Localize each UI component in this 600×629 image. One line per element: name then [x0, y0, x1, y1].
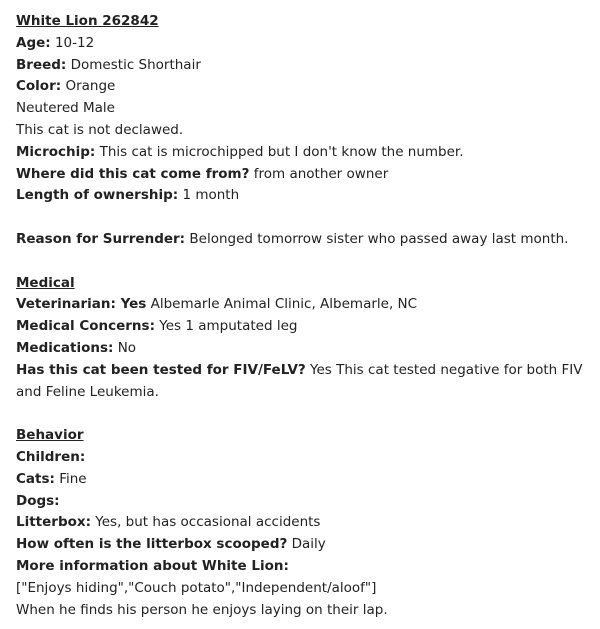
cats-value: Fine [59, 470, 87, 487]
veterinarian-row [16, 294, 584, 316]
litterbox-scooped-row [16, 534, 584, 556]
breed-value: Domestic Shorthair [70, 56, 201, 73]
behavior-heading: Behavior [16, 427, 84, 444]
declawed-text: This cat is not declawed. [16, 121, 184, 138]
spacer [16, 251, 584, 273]
surrender-label: Reason for Surrender: [16, 230, 186, 247]
litterbox-label: Litterbox: [16, 514, 91, 531]
ownership-row [16, 185, 584, 207]
ownership-label: Length of ownership: [16, 187, 179, 204]
litterbox-scooped-label: How often is the litterbox scooped? [16, 536, 288, 553]
cats-row [16, 469, 584, 491]
more-info-label: More information about White Lion: [16, 557, 289, 574]
color-value: Orange [65, 78, 116, 95]
children-row [16, 447, 584, 469]
cats-label: Cats: [16, 470, 55, 487]
origin-value: from another owner [253, 165, 389, 182]
litterbox-value: Yes, but has occasional accidents [95, 514, 321, 531]
color-row [16, 76, 584, 98]
description-text: When he finds his person he enjoys laying on their lap. [16, 601, 388, 618]
medical-heading: Medical [16, 274, 75, 291]
age-row [16, 33, 584, 55]
fiv-test-value: Yes This cat tested negative for both FIV and Feline Leukemia. [16, 361, 583, 400]
medications-value: No [117, 339, 137, 356]
medical-concerns-label: Medical Concerns: [16, 318, 155, 335]
medical-concerns-row [16, 316, 584, 338]
medications-label: Medications: [16, 339, 114, 356]
veterinarian-value: Albemarle Animal Clinic, Albemarle, NC [150, 296, 418, 313]
ownership-value: 1 month [182, 187, 240, 204]
origin-row [16, 164, 584, 186]
breed-label: Breed: [16, 56, 67, 73]
microchip-value: This cat is microchipped but I don't know the number. [99, 143, 464, 160]
breed-row [16, 55, 584, 77]
microchip-row [16, 142, 584, 164]
age-label: Age: [16, 34, 51, 51]
litterbox-row [16, 512, 584, 534]
fiv-test-row [16, 360, 584, 404]
traits-text: ["Enjoys hiding","Couch potato","Independent/aloof"] [16, 579, 377, 596]
medications-row [16, 338, 584, 360]
children-label: Children: [16, 448, 86, 465]
fiv-test-label: Has this cat been tested for FIV/FeLV? [16, 361, 306, 378]
more-info-row [16, 556, 584, 578]
spacer [16, 207, 584, 229]
microchip-label: Microchip: [16, 143, 96, 160]
medical-concerns-value: Yes 1 amputated leg [159, 318, 298, 335]
dogs-label: Dogs: [16, 492, 60, 509]
surrender-value: Belonged tomorrow sister who passed away last month. [189, 230, 569, 247]
dogs-row [16, 491, 584, 513]
origin-label: Where did this cat come from? [16, 165, 250, 182]
surrender-row [16, 229, 584, 251]
veterinarian-label: Veterinarian: Yes [16, 296, 147, 313]
sex-text: Neutered Male [16, 100, 115, 117]
color-label: Color: [16, 78, 62, 95]
age-value: 10-12 [54, 34, 95, 51]
spacer [16, 403, 584, 425]
cat-name-heading: White Lion 262842 [16, 13, 159, 29]
litterbox-scooped-value: Daily [291, 536, 326, 553]
